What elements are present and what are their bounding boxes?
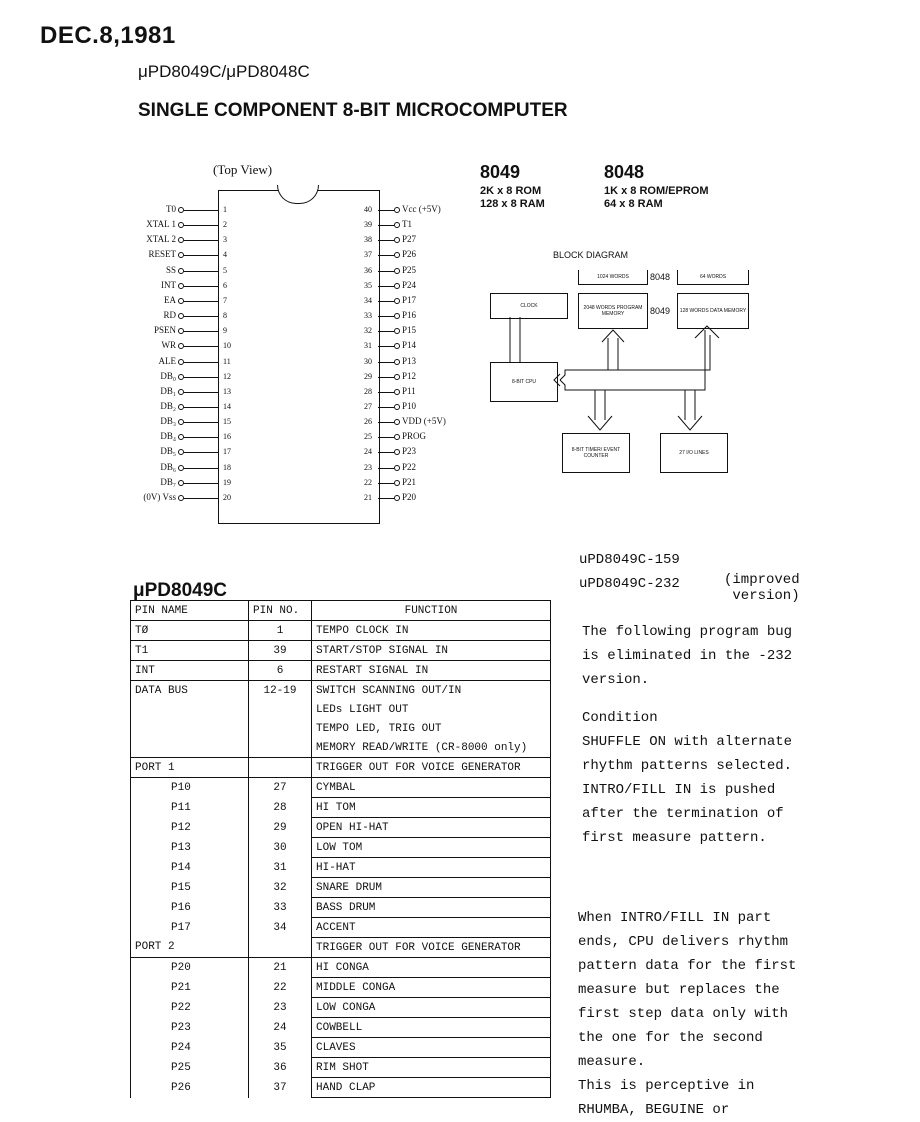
cell-pin-no: 33 — [249, 898, 312, 918]
note-condition: Condition SHUFFLE ON with alternate rhythm patterns selected. INTRO/FILL IN is pushed after the termination of first measure pattern. — [582, 710, 793, 846]
spec-8049-rom: 2K x 8 ROM — [480, 185, 542, 197]
pin-left-number: 5 — [223, 266, 227, 275]
cell-pin-no: 23 — [249, 998, 312, 1018]
table-row — [131, 958, 551, 978]
pin-left-label: DB₃ — [160, 416, 176, 426]
pin-function-table — [130, 600, 551, 1098]
pin-left-number: 10 — [223, 341, 231, 350]
table-row — [131, 681, 551, 701]
pin-right-number: 30 — [364, 357, 372, 366]
pin-right-lead — [378, 377, 394, 378]
pin-left-lead — [184, 331, 218, 332]
pin-right-label: P27 — [402, 234, 417, 244]
pin-left-label: RESET — [148, 249, 176, 259]
pin-right-number: 34 — [364, 296, 372, 305]
pin-right-label: P15 — [402, 325, 417, 335]
table-row — [131, 1038, 551, 1058]
col-pin-no: PIN NO. — [249, 601, 312, 621]
cell-pin-no: 21 — [249, 958, 312, 978]
pin-right-label: P20 — [402, 492, 417, 502]
pin-left-number: 12 — [223, 372, 231, 381]
pin-left-lead — [184, 452, 218, 453]
cell-function: HAND CLAP — [312, 1078, 551, 1098]
pin-right-lead — [378, 452, 394, 453]
pin-right-label: P22 — [402, 462, 417, 472]
block-data-memory: 128 WORDS DATA MEMORY — [677, 293, 749, 329]
pin-right-number: 33 — [364, 311, 372, 320]
pin-right-number: 24 — [364, 447, 372, 456]
pin-right-label: P13 — [402, 356, 417, 366]
pin-right-dot — [394, 328, 400, 334]
improved-note: (improved version) — [724, 572, 800, 604]
pin-right-dot — [394, 252, 400, 258]
pin-right-lead — [378, 271, 394, 272]
pin-right-dot — [394, 495, 400, 501]
pin-right-lead — [378, 331, 394, 332]
cell-function: CLAVES — [312, 1038, 551, 1058]
pin-left-lead — [184, 498, 218, 499]
pin-left-lead — [184, 422, 218, 423]
cell-pin-name: P12 — [131, 818, 249, 838]
pin-right-number: 25 — [364, 432, 372, 441]
pin-left-number: 8 — [223, 311, 227, 320]
cell-function: TRIGGER OUT FOR VOICE GENERATOR — [312, 938, 551, 958]
cell-function: LEDs LIGHT OUT — [312, 700, 551, 719]
cell-pin-no: 6 — [249, 661, 312, 681]
pin-left-label: DB₇ — [160, 477, 176, 487]
pin-left-number: 18 — [223, 463, 231, 472]
pin-right-dot — [394, 404, 400, 410]
pin-left-label: DB₀ — [160, 371, 176, 381]
pin-right-number: 27 — [364, 402, 372, 411]
cell-function: OPEN HI-HAT — [312, 818, 551, 838]
pin-right-lead — [378, 225, 394, 226]
pin-left-lead — [184, 362, 218, 363]
spec-8048-ram: 64 x 8 RAM — [604, 198, 663, 210]
pin-right-label: P11 — [402, 386, 416, 396]
cell-pin-no: 1 — [249, 621, 312, 641]
spec-8048-name: 8048 — [604, 162, 645, 182]
spec-8049-name: 8049 — [480, 162, 521, 182]
cell-pin-name — [131, 738, 249, 758]
table-row — [131, 938, 551, 958]
cell-pin-no — [249, 719, 312, 738]
cell-function: RIM SHOT — [312, 1058, 551, 1078]
table-row — [131, 898, 551, 918]
cell-pin-no — [249, 738, 312, 758]
pin-right-label: P10 — [402, 401, 417, 411]
pin-left-label: INT — [161, 280, 176, 290]
pin-right-number: 23 — [364, 463, 372, 472]
table-row — [131, 1058, 551, 1078]
pin-left-lead — [184, 468, 218, 469]
pin-right-number: 36 — [364, 266, 372, 275]
table-row — [131, 918, 551, 938]
pin-left-lead — [184, 240, 218, 241]
pin-right-number: 22 — [364, 478, 372, 487]
block-clock: CLOCK — [490, 293, 568, 319]
table-row — [131, 998, 551, 1018]
pin-left-number: 13 — [223, 387, 231, 396]
pin-right-dot — [394, 268, 400, 274]
pin-right-label: P25 — [402, 265, 417, 275]
table-row — [131, 818, 551, 838]
pin-right-lead — [378, 240, 394, 241]
table-row — [131, 719, 551, 738]
pin-right-number: 31 — [364, 341, 372, 350]
col-pin-name: PIN NAME — [131, 601, 249, 621]
pin-right-lead — [378, 422, 394, 423]
pin-right-label: P17 — [402, 295, 417, 305]
pin-left-label: DB₂ — [160, 401, 176, 411]
spec-8048-rom: 1K x 8 ROM/EPROM — [604, 185, 709, 197]
pin-left-lead — [184, 301, 218, 302]
table-row — [131, 978, 551, 998]
pin-left-number: 17 — [223, 447, 231, 456]
col-function: FUNCTION — [312, 601, 551, 621]
block-diagram-arrows — [480, 280, 760, 440]
cell-function: CYMBAL — [312, 778, 551, 798]
table-row — [131, 738, 551, 758]
pin-left-lead — [184, 437, 218, 438]
pin-right-label: P23 — [402, 446, 417, 456]
cell-function: TEMPO CLOCK IN — [312, 621, 551, 641]
document-date: DEC.8,1981 — [40, 22, 176, 49]
pin-right-lead — [378, 255, 394, 256]
cell-function: RESTART SIGNAL IN — [312, 661, 551, 681]
cell-pin-no — [249, 938, 312, 958]
pin-right-number: 40 — [364, 205, 372, 214]
cell-function: LOW TOM — [312, 838, 551, 858]
cell-pin-name: P10 — [131, 778, 249, 798]
pin-left-number: 3 — [223, 235, 227, 244]
block-program-memory: 2048 WORDS PROGRAM MEMORY — [578, 293, 648, 329]
pin-right-dot — [394, 449, 400, 455]
cell-pin-no: 35 — [249, 1038, 312, 1058]
part-numbers: μPD8049C/μPD8048C — [138, 62, 310, 81]
cell-pin-name: P26 — [131, 1078, 249, 1098]
cell-pin-name: P25 — [131, 1058, 249, 1078]
label-8048: 8048 — [650, 272, 671, 282]
pin-right-label: P24 — [402, 280, 417, 290]
cell-function: BASS DRUM — [312, 898, 551, 918]
cell-pin-name: P20 — [131, 958, 249, 978]
cell-function: MEMORY READ/WRITE (CR-8000 only) — [312, 738, 551, 758]
pin-right-number: 35 — [364, 281, 372, 290]
pin-left-lead — [184, 255, 218, 256]
cell-pin-no: 31 — [249, 858, 312, 878]
pin-left-number: 9 — [223, 326, 227, 335]
cell-function: HI TOM — [312, 798, 551, 818]
pin-left-lead — [184, 392, 218, 393]
document-title: SINGLE COMPONENT 8-BIT MICROCOMPUTER — [138, 100, 568, 121]
cell-pin-name: P22 — [131, 998, 249, 1018]
pin-left-label: DB₁ — [160, 386, 176, 396]
pin-right-number: 26 — [364, 417, 372, 426]
pin-left-number: 7 — [223, 296, 227, 305]
cell-pin-name: INT — [131, 661, 249, 681]
cell-pin-no — [249, 700, 312, 719]
pin-left-label: XTAL 1 — [146, 219, 176, 229]
table-row — [131, 661, 551, 681]
block-cpu: 8-BIT CPU — [490, 362, 558, 402]
block-io-lines: 27 I/O LINES — [660, 433, 728, 473]
table-row — [131, 758, 551, 778]
pin-left-number: 4 — [223, 250, 227, 259]
pin-left-label: XTAL 2 — [146, 234, 176, 244]
pin-right-lead — [378, 483, 394, 484]
pin-right-dot — [394, 222, 400, 228]
pin-right-lead — [378, 346, 394, 347]
cell-function: START/STOP SIGNAL IN — [312, 641, 551, 661]
pin-left-lead — [184, 377, 218, 378]
pin-right-dot — [394, 434, 400, 440]
block-diagram-title: BLOCK DIAGRAM — [553, 250, 629, 260]
cell-pin-name: T1 — [131, 641, 249, 661]
cell-pin-no: 27 — [249, 778, 312, 798]
pin-right-label: P12 — [402, 371, 417, 381]
cell-pin-name: P14 — [131, 858, 249, 878]
cell-function: LOW CONGA — [312, 998, 551, 1018]
pin-right-lead — [378, 316, 394, 317]
cell-pin-no — [249, 758, 312, 778]
table-row — [131, 700, 551, 719]
cell-pin-name: PORT 1 — [131, 758, 249, 778]
pin-right-number: 28 — [364, 387, 372, 396]
pin-right-dot — [394, 313, 400, 319]
pin-right-dot — [394, 359, 400, 365]
table-row — [131, 858, 551, 878]
block-64-words: 64 WORDS — [677, 270, 749, 285]
cell-pin-no: 30 — [249, 838, 312, 858]
cell-pin-name — [131, 719, 249, 738]
cell-pin-no: 37 — [249, 1078, 312, 1098]
cell-pin-name: TØ — [131, 621, 249, 641]
pin-right-lead — [378, 362, 394, 363]
pin-right-dot — [394, 374, 400, 380]
pin-right-lead — [378, 392, 394, 393]
cell-pin-no: 39 — [249, 641, 312, 661]
cell-pin-name: P17 — [131, 918, 249, 938]
pin-left-label: SS — [165, 265, 176, 275]
block-timer: 8-BIT TIMER/ EVENT COUNTER — [562, 433, 630, 473]
table-row — [131, 778, 551, 798]
cell-pin-no: 34 — [249, 918, 312, 938]
pin-left-lead — [184, 483, 218, 484]
pin-right-label: T1 — [402, 219, 412, 229]
cell-function: COWBELL — [312, 1018, 551, 1038]
pin-right-label: VDD (+5V) — [402, 416, 446, 426]
pin-left-number: 14 — [223, 402, 231, 411]
table-row — [131, 878, 551, 898]
spec-8049-ram: 128 x 8 RAM — [480, 198, 545, 210]
pin-right-label: P14 — [402, 340, 417, 350]
cell-pin-no: 24 — [249, 1018, 312, 1038]
pin-left-number: 15 — [223, 417, 231, 426]
pin-right-number: 38 — [364, 235, 372, 244]
pin-left-number: 6 — [223, 281, 227, 290]
pin-left-number: 2 — [223, 220, 227, 229]
cell-pin-name: P15 — [131, 878, 249, 898]
pin-left-lead — [184, 271, 218, 272]
cell-pin-no: 29 — [249, 818, 312, 838]
cell-pin-no: 12-19 — [249, 681, 312, 701]
cell-function: HI CONGA — [312, 958, 551, 978]
pin-right-lead — [378, 286, 394, 287]
note-description: When INTRO/FILL IN part ends, CPU delivers rhythm pattern data for the first measure but replaces the first step data only with the one for the second measure. This is perceptive in RHUMBA, BEGUINE or — [578, 910, 797, 1118]
cell-function: TEMPO LED, TRIG OUT — [312, 719, 551, 738]
cell-pin-no: 22 — [249, 978, 312, 998]
pin-left-lead — [184, 210, 218, 211]
pin-left-label: DB₆ — [160, 462, 176, 472]
cell-pin-name: P11 — [131, 798, 249, 818]
pin-left-number: 16 — [223, 432, 231, 441]
pin-left-lead — [184, 346, 218, 347]
pin-right-dot — [394, 298, 400, 304]
pin-right-dot — [394, 389, 400, 395]
pin-left-number: 11 — [223, 357, 231, 366]
pin-right-lead — [378, 407, 394, 408]
pin-right-number: 39 — [364, 220, 372, 229]
pin-right-lead — [378, 468, 394, 469]
pin-right-dot — [394, 343, 400, 349]
table-row — [131, 838, 551, 858]
table-row — [131, 1078, 551, 1098]
table-row — [131, 1018, 551, 1038]
pin-right-dot — [394, 465, 400, 471]
pin-left-label: DB₄ — [160, 431, 176, 441]
pin-left-number: 1 — [223, 205, 227, 214]
pin-left-label: T0 — [166, 204, 176, 214]
table-row — [131, 641, 551, 661]
table-body — [131, 621, 551, 1098]
cell-pin-no: 28 — [249, 798, 312, 818]
pin-right-lead — [378, 498, 394, 499]
pin-right-dot — [394, 419, 400, 425]
pin-left-lead — [184, 225, 218, 226]
pin-left-lead — [184, 316, 218, 317]
pin-right-lead — [378, 210, 394, 211]
pin-right-dot — [394, 237, 400, 243]
pin-right-dot — [394, 207, 400, 213]
pin-right-number: 21 — [364, 493, 372, 502]
label-8049: 8049 — [650, 306, 671, 316]
pin-right-label: P21 — [402, 477, 417, 487]
cell-pin-name: P23 — [131, 1018, 249, 1038]
cell-pin-no: 32 — [249, 878, 312, 898]
version-159: uPD8049C-159 — [579, 552, 680, 568]
cell-pin-name: P16 — [131, 898, 249, 918]
version-232: uPD8049C-232 — [579, 576, 680, 592]
cell-pin-no: 36 — [249, 1058, 312, 1078]
cell-function: HI-HAT — [312, 858, 551, 878]
pin-right-label: Vcc (+5V) — [402, 204, 441, 214]
table-row — [131, 798, 551, 818]
pinout-caption: (Top View) — [213, 162, 273, 177]
pin-right-label: PROG — [402, 431, 427, 441]
cell-function: TRIGGER OUT FOR VOICE GENERATOR — [312, 758, 551, 778]
pin-left-number: 20 — [223, 493, 231, 502]
note-bug-intro: The following program bug is eliminated in the -232 version. — [582, 624, 793, 688]
pin-right-dot — [394, 480, 400, 486]
table-row — [131, 621, 551, 641]
pin-left-label: DB₅ — [160, 446, 176, 456]
pin-right-label: P16 — [402, 310, 417, 320]
table-title: μPD8049C — [133, 580, 228, 601]
pin-left-lead — [184, 286, 218, 287]
pin-right-label: P26 — [402, 249, 417, 259]
pin-right-number: 32 — [364, 326, 372, 335]
block-1024-words: 1024 WORDS — [578, 270, 648, 285]
pin-right-lead — [378, 301, 394, 302]
pin-left-label: PSEN — [153, 325, 176, 335]
pin-left-number: 19 — [223, 478, 231, 487]
pin-right-number: 37 — [364, 250, 372, 259]
cell-pin-name: P21 — [131, 978, 249, 998]
cell-pin-name: DATA BUS — [131, 681, 249, 701]
pin-left-label: RD — [163, 310, 176, 320]
pin-left-label: EA — [164, 295, 176, 305]
cell-pin-name: PORT 2 — [131, 938, 249, 958]
cell-pin-name: P13 — [131, 838, 249, 858]
cell-function: SWITCH SCANNING OUT/IN — [312, 681, 551, 701]
pin-left-label: WR — [161, 340, 176, 350]
pin-left-label: ALE — [158, 356, 176, 366]
pin-right-lead — [378, 437, 394, 438]
pin-left-lead — [184, 407, 218, 408]
cell-function: ACCENT — [312, 918, 551, 938]
cell-function: MIDDLE CONGA — [312, 978, 551, 998]
pin-right-number: 29 — [364, 372, 372, 381]
cell-function: SNARE DRUM — [312, 878, 551, 898]
cell-pin-name: P24 — [131, 1038, 249, 1058]
pin-right-dot — [394, 283, 400, 289]
cell-pin-name — [131, 700, 249, 719]
pin-left-label: (0V) Vss — [143, 492, 176, 502]
